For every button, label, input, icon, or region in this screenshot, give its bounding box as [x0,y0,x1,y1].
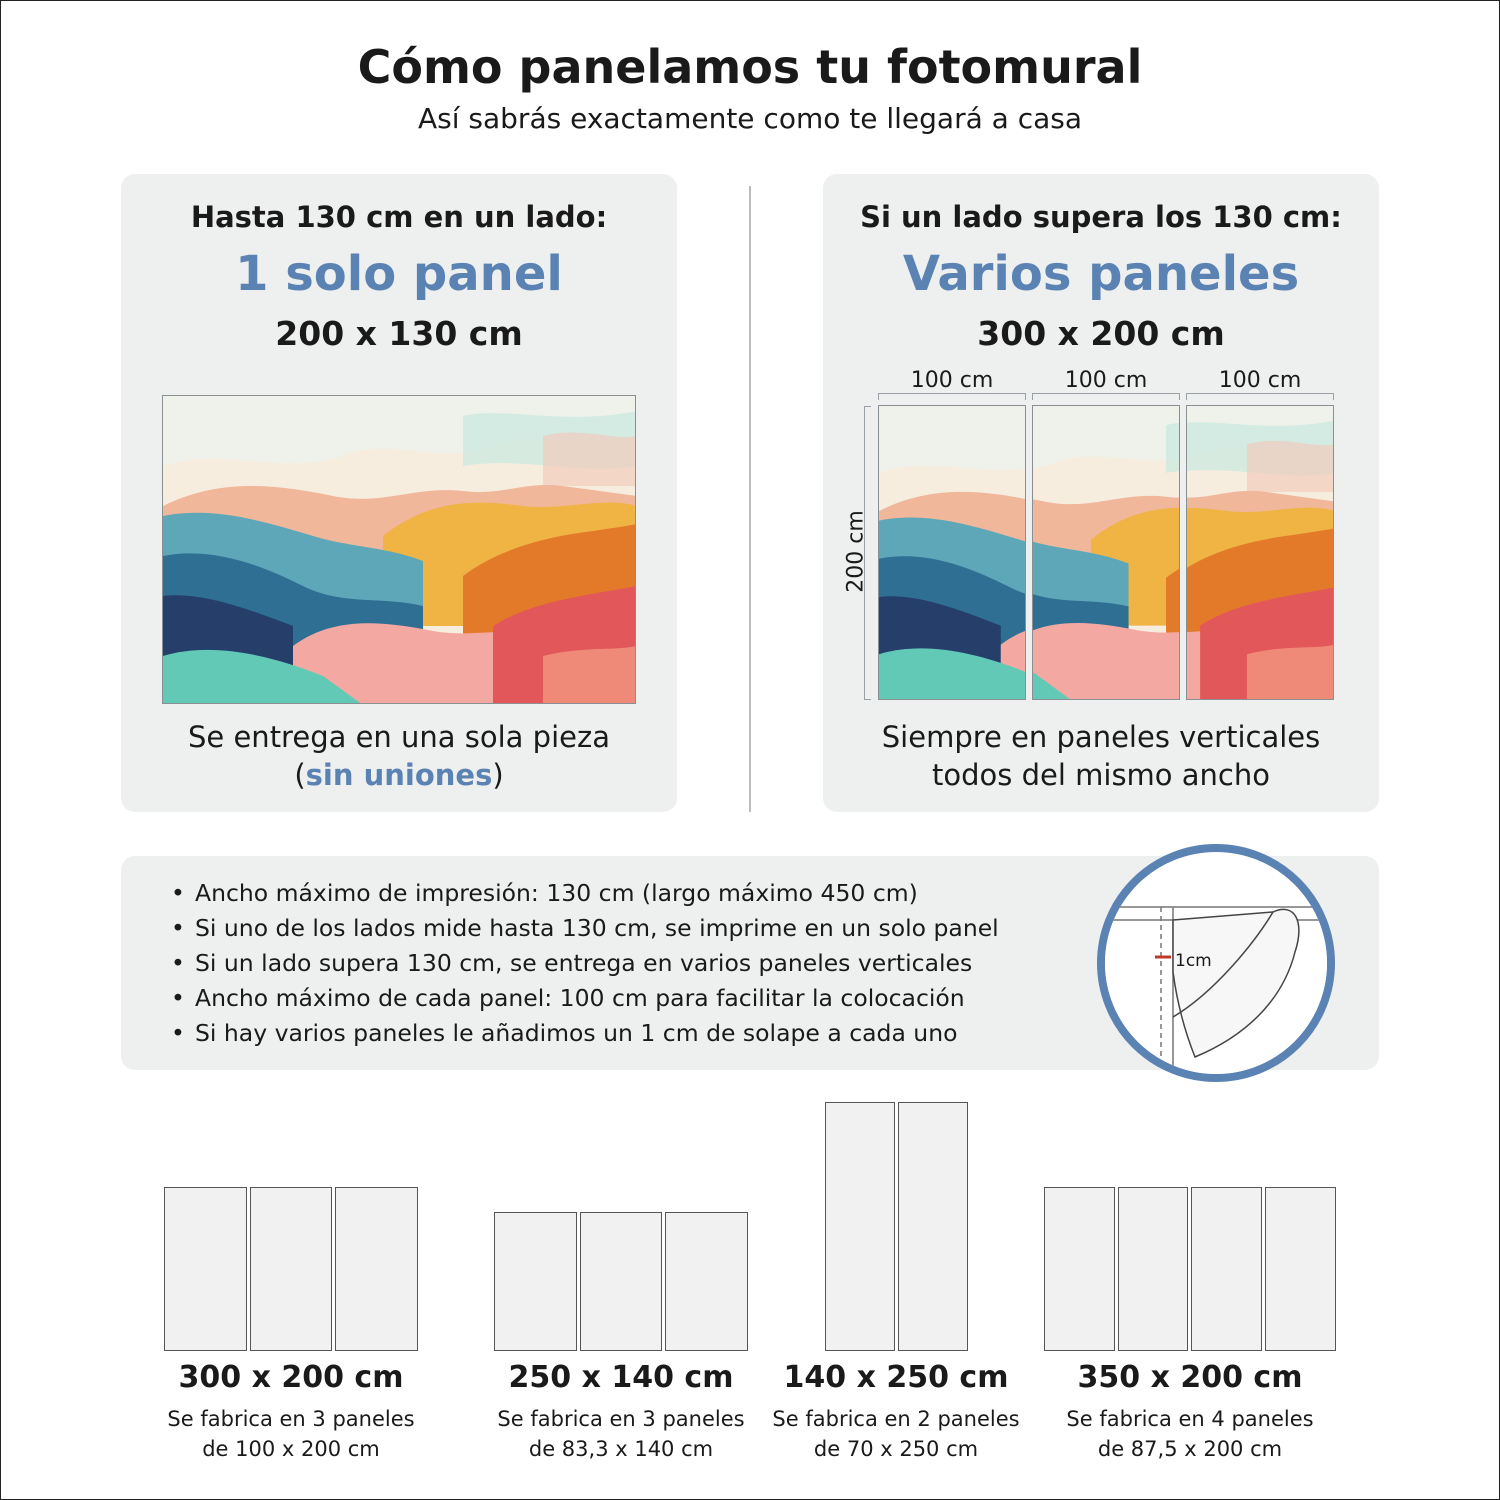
single-panel-footer [121,718,677,794]
mural-panel-2 [1032,405,1180,700]
example-description: Se fabrica en 3 paneles de 100 x 200 cm [167,1407,415,1461]
multi-panel-heading: Si un lado supera los 130 cm: [860,200,1342,234]
info-bullet: • Si un lado supera 130 cm, se entrega en varios paneles verticales [171,946,999,981]
panel-width-label: 100 cm [1218,368,1302,393]
mural-panel-3 [1186,405,1334,700]
panel-height-label: 200 cm [843,510,869,593]
example-panel [898,1102,968,1351]
mural-panel-1 [878,405,1026,700]
example-panel [335,1187,418,1351]
page-title: Cómo panelamos tu fotomural [357,40,1143,94]
multi-panel-footer [823,718,1379,794]
single-panel-heading: Hasta 130 cm en un lado: [190,200,608,234]
example-panel [1191,1187,1262,1351]
example-panel [1044,1187,1115,1351]
multi-panel-dimensions: 300 x 200 cm [977,314,1225,353]
multi-panel-footer-line: Siempre en paneles verticales [881,720,1321,754]
card-divider [749,186,751,812]
panel-width-label: 100 cm [910,368,994,393]
width-bracket [1186,393,1334,400]
multi-panel-label: Varios paneles [902,246,1300,302]
info-list [171,876,999,1051]
example-panel [494,1212,577,1351]
example-panel [580,1212,662,1351]
info-bullet: • Si hay varios paneles le añadimos un 1 cm de solape a cada uno [171,1016,999,1051]
info-bullet: • Ancho máximo de cada panel: 100 cm para facilitar la colocación [171,981,999,1016]
info-bullet: • Ancho máximo de impresión: 130 cm (largo máximo 450 cm) [171,876,999,911]
overlap-label: 1cm [1175,951,1212,971]
single-panel-footer-line: Se entrega en una sola pieza [188,720,610,754]
example-panel [1265,1187,1336,1351]
example-dimensions: 250 x 140 cm [508,1360,734,1395]
example-description: Se fabrica en 3 paneles de 83,3 x 140 cm [497,1407,745,1461]
width-bracket [1032,393,1180,400]
example-dimensions: 350 x 200 cm [1077,1360,1303,1395]
example-panel [665,1212,748,1351]
single-panel-footer-note: (sin uniones) [294,758,504,792]
page-subtitle: Así sabrás exactamente como te llegará a casa [417,102,1083,135]
multi-panel-card [823,174,1379,812]
no-seams-label: sin uniones [305,758,493,792]
single-panel-dimensions: 200 x 130 cm [275,314,523,353]
single-panel-label: 1 solo panel [235,246,563,302]
overlap-illustration [1097,844,1335,1082]
example-dimensions: 300 x 200 cm [178,1360,404,1395]
example-panel [250,1187,332,1351]
example-description: Se fabrica en 2 paneles de 70 x 250 cm [772,1407,1020,1461]
width-bracket [878,393,1026,400]
example-panel [825,1102,895,1351]
example-panel [164,1187,247,1351]
example-panel [1118,1187,1188,1351]
example-dimensions: 140 x 250 cm [783,1360,1009,1395]
panel-width-label: 100 cm [1064,368,1148,393]
mural-image-single [162,395,636,704]
info-bullet: • Si uno de los lados mide hasta 130 cm, se imprime en un solo panel [171,911,999,946]
single-panel-card [121,174,677,812]
example-description: Se fabrica en 4 paneles de 87,5 x 200 cm [1066,1407,1314,1461]
multi-panel-footer-line: todos del mismo ancho [932,758,1270,792]
